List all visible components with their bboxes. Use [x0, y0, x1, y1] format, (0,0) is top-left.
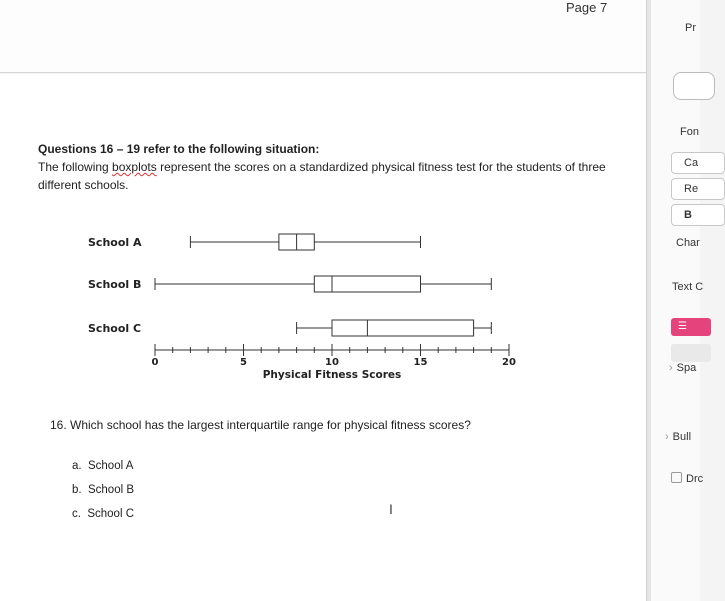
option-c[interactable] — [72, 508, 134, 520]
lines-icon: ☰ — [678, 321, 687, 332]
option-letter: c. — [72, 508, 81, 520]
bold-button[interactable]: B — [671, 204, 725, 226]
document-page — [0, 74, 648, 601]
spacing-section[interactable] — [669, 362, 696, 374]
previous-page-bottom — [0, 0, 648, 73]
chevron-right-icon: › — [665, 431, 669, 443]
bullets-section[interactable] — [665, 431, 691, 443]
format-side-panel — [651, 0, 704, 601]
option-a[interactable] — [72, 460, 133, 472]
reset-button[interactable]: Re — [671, 178, 725, 200]
boxplot-school-c — [88, 320, 491, 336]
series-label: School C — [88, 322, 142, 335]
chevron-right-icon: › — [669, 362, 673, 374]
option-text: School B — [87, 484, 135, 496]
series-label: School A — [88, 236, 142, 249]
empty-color-swatch[interactable] — [671, 344, 711, 362]
font-label: Fon — [680, 126, 699, 138]
situation-text — [38, 140, 618, 194]
highlight-color-swatch[interactable] — [671, 318, 711, 336]
situation-paragraph — [38, 158, 618, 194]
tick-label: 0 — [151, 357, 159, 368]
checkbox-icon — [671, 472, 682, 483]
boxplot-chart — [80, 222, 540, 384]
drop-label: Drc — [686, 473, 704, 485]
tick-label: 15 — [413, 357, 428, 368]
properties-label: Pr — [685, 22, 696, 34]
iqr-box — [314, 276, 420, 292]
boxplot-school-a — [88, 234, 421, 250]
text-color-label: Text C — [672, 281, 704, 293]
option-text: School C — [87, 508, 135, 520]
option-letter: a. — [72, 460, 82, 472]
question-16: 16. Which school has the largest interquartile range for physical fitness scores? — [50, 418, 471, 432]
series-label: School B — [88, 278, 142, 291]
page-label: Page 7 — [566, 0, 608, 15]
text-cursor-icon: I — [389, 501, 393, 517]
option-b[interactable] — [72, 484, 134, 496]
questions-heading: Questions 16 – 19 refer to the following situation: — [38, 142, 320, 156]
option-text: School A — [87, 460, 134, 472]
iqr-box — [332, 320, 474, 336]
spellcheck-flagged-word[interactable]: boxplots — [112, 160, 157, 174]
boxplot-figure — [80, 222, 540, 389]
panel-toggle-button[interactable] — [673, 72, 715, 100]
tick-label: 5 — [240, 357, 247, 368]
bullets-label: Bull — [672, 431, 692, 443]
option-letter: b. — [72, 484, 82, 496]
color-button[interactable]: Ca — [671, 152, 725, 174]
situation-text-pre: The following — [38, 160, 113, 174]
spacing-label: Spa — [676, 362, 697, 374]
drop-cap-option[interactable] — [671, 472, 703, 485]
boxplot-school-b — [88, 276, 491, 292]
tick-label: 20 — [502, 357, 516, 368]
situation-text-post: represent the scores on a standardized physical fitness test for the students of three different schools. — [38, 160, 606, 192]
tick-label: 10 — [325, 357, 339, 368]
character-label: Char — [676, 237, 700, 249]
x-axis-label: Physical Fitness Scores — [262, 369, 402, 381]
